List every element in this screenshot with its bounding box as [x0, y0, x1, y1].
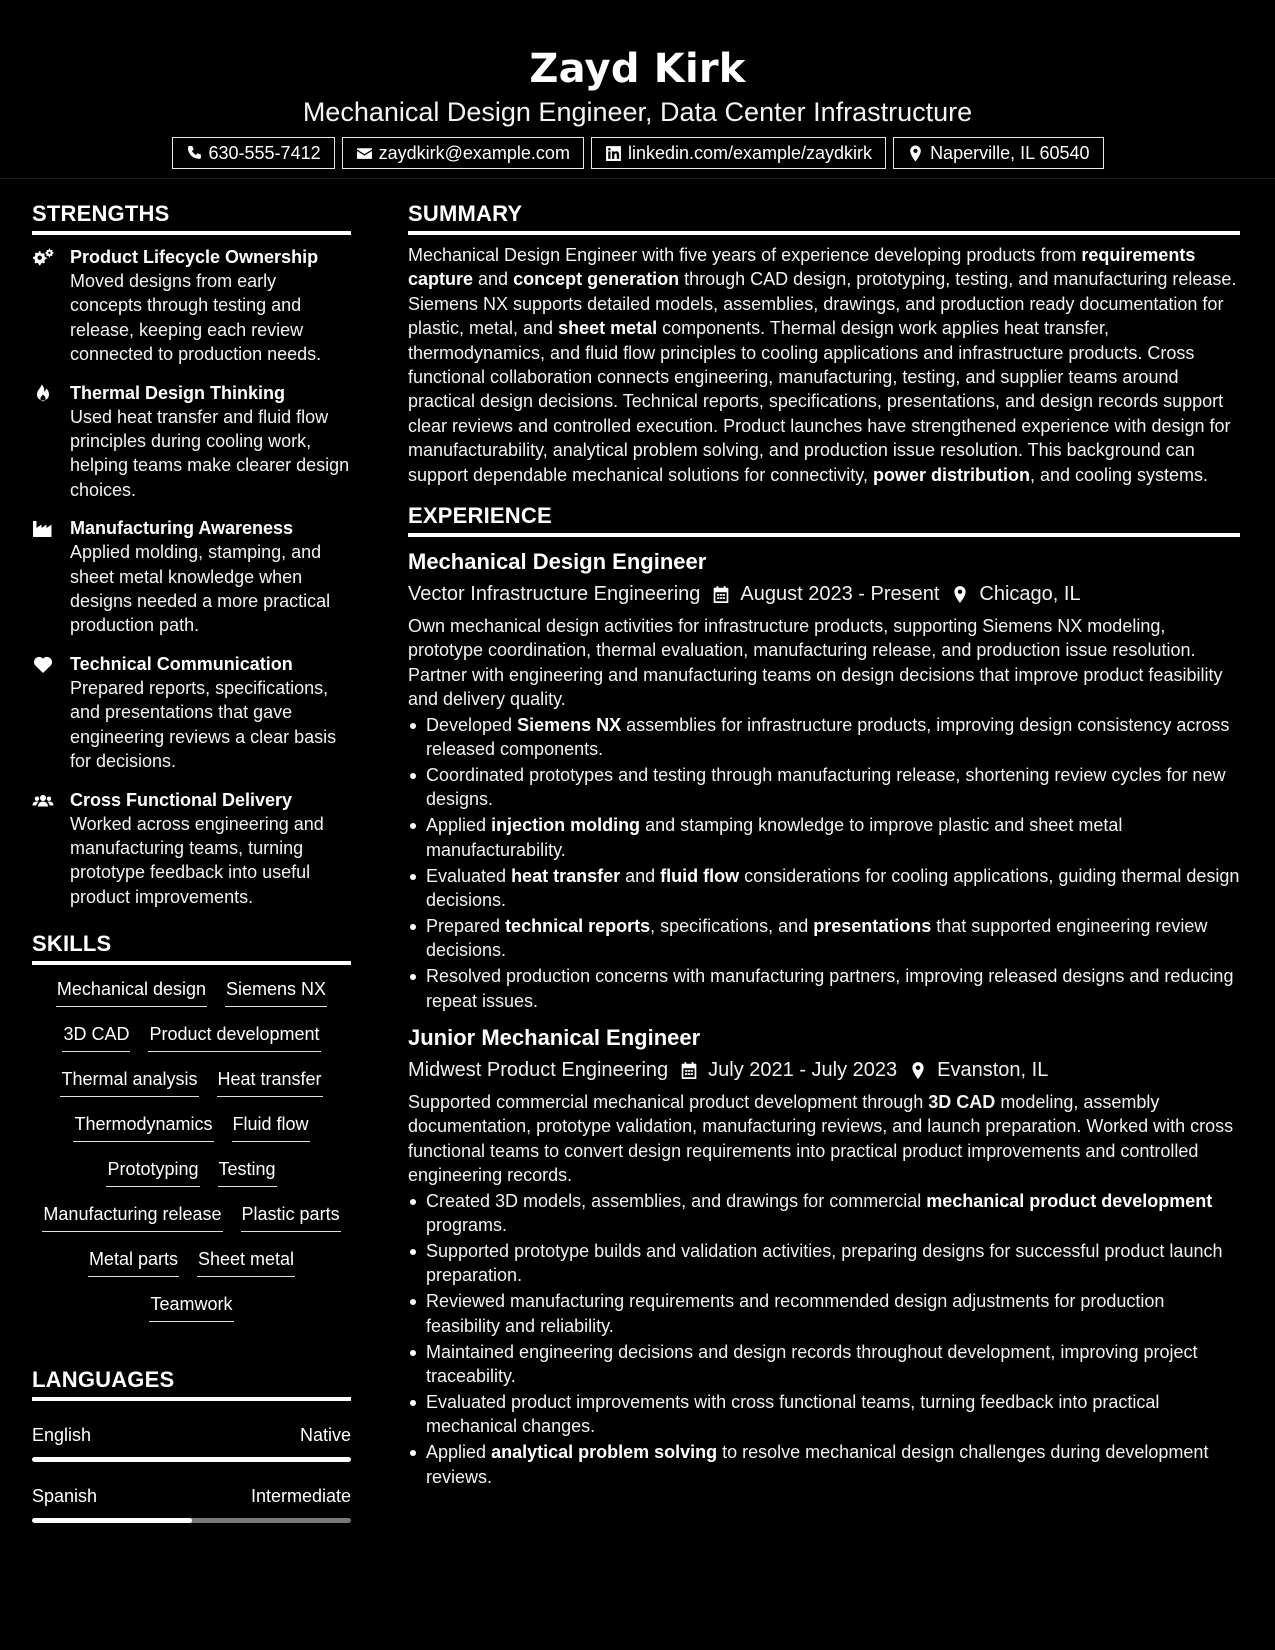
bullet-item: Evaluated heat transfer and fluid flow considerations for cooling applications, guiding thermal design decisions. — [408, 864, 1240, 913]
skill-tag: Metal parts — [88, 1247, 179, 1277]
bullet-item: Supported prototype builds and validation activities, preparing designs for successful product launch preparation. — [408, 1239, 1240, 1288]
candidate-name: Zayd Kirk — [529, 46, 746, 92]
job-location: Chicago, IL — [979, 583, 1081, 606]
company-name: Midwest Product Engineering — [408, 1059, 669, 1082]
job-dates: July 2021 - July 2023 — [708, 1059, 898, 1082]
languages-heading: LANGUAGES — [32, 1365, 351, 1401]
bullet-item: Maintained engineering decisions and design records throughout development, improving project traceability. — [408, 1340, 1240, 1389]
skill-tag: Sheet metal — [197, 1247, 295, 1277]
gears-icon — [32, 248, 54, 268]
strength-title: Thermal Design Thinking — [70, 382, 286, 403]
skill-tag: Prototyping — [106, 1157, 199, 1187]
headline: Mechanical Design Engineer, Data Center Infrastructure — [302, 97, 973, 127]
strength-item — [32, 788, 351, 910]
strength-title: Product Lifecycle Ownership — [70, 247, 319, 267]
contact-email-text: zaydkirk@example.com — [378, 142, 570, 163]
language-item — [32, 1484, 351, 1523]
calendar-icon — [680, 1061, 698, 1080]
skills-list — [32, 965, 351, 1337]
strength-desc: Applied molding, stamping, and sheet metal knowledge when designs needed a more practical production path. — [70, 542, 331, 636]
job-bullets — [408, 1189, 1240, 1489]
skills-heading: SKILLS — [32, 929, 351, 965]
users-icon — [32, 791, 54, 811]
company-name: Vector Infrastructure Engineering — [408, 583, 701, 606]
contact-bar — [0, 137, 1275, 169]
language-item — [32, 1423, 351, 1462]
strength-title: Manufacturing Awareness — [70, 518, 294, 539]
job-bullets — [408, 713, 1240, 1013]
bullet-item: Applied analytical problem solving to resolve mechanical design challenges during development reviews. — [408, 1440, 1240, 1489]
flame-icon — [32, 384, 54, 404]
bullet-item: Applied injection molding and stamping knowledge to improve plastic and sheet metal manufacturability. — [408, 813, 1240, 862]
bullet-item: Prepared technical reports, specifications, and presentations that supported engineering review decisions. — [408, 914, 1240, 963]
strengths-list — [32, 245, 351, 909]
bullet-item: Evaluated product improvements with cross functional teams, turning feedback into practical mechanical changes. — [408, 1390, 1240, 1439]
contact-location[interactable] — [893, 137, 1103, 169]
strength-desc: Moved designs from early concepts through testing and release, keeping each review connected to production needs. — [70, 271, 322, 365]
language-level: Intermediate — [250, 1486, 351, 1507]
job-meta — [408, 1054, 1240, 1086]
job-title: Mechanical Design Engineer — [408, 549, 707, 575]
bullet-item: Resolved production concerns with manufacturing partners, improving released designs and reducing repeat issues. — [408, 964, 1240, 1013]
right-column — [408, 199, 1240, 1491]
envelope-icon — [356, 145, 373, 162]
strength-title: Cross Functional Delivery — [70, 789, 293, 810]
summary-heading: SUMMARY — [408, 199, 1240, 235]
skill-tag: Heat transfer — [217, 1067, 323, 1097]
contact-location-text: Naperville, IL 60540 — [930, 142, 1090, 163]
location-pin-icon — [951, 585, 969, 604]
skill-tag: Testing — [218, 1157, 277, 1187]
bullet-item: Developed Siemens NX assemblies for infrastructure products, improving design consistency across released components. — [408, 713, 1240, 762]
job-meta — [408, 578, 1240, 610]
bullet-item: Coordinated prototypes and testing through manufacturing release, shortening review cycles for new designs. — [408, 763, 1240, 812]
experience-heading: EXPERIENCE — [408, 501, 1240, 537]
linkedin-icon — [605, 145, 622, 162]
location-pin-icon — [909, 1061, 927, 1080]
strength-item — [32, 516, 351, 638]
heart-icon — [32, 655, 54, 675]
job-dates: August 2023 - Present — [740, 583, 940, 606]
job-location: Evanston, IL — [937, 1059, 1049, 1082]
summary-text: Mechanical Design Engineer with five years of experience developing products from requirements capture and concept generation through CAD design, prototyping, testing, and manufacturing release. Siemens NX supports detailed models, assemblies, drawings, and production ready documentation for plastic, metal, and sheet metal components. Thermal design work applies heat transfer, thermodynamics, and fluid flow principles to cooling applications and infrastructure products. Cross functional collaboration connects engineering, manufacturing, testing, and supplier teams around practical design decisions. Technical reports, specifications, presentations, and design records support clear reviews and controlled execution. Product launches have strengthened experience with design for manufacturability, analytical problem solving, and production issue resolution. This background can support dependable mechanical solutions for connectivity, power distribution, and cooling systems. — [408, 245, 1237, 485]
strength-item — [32, 652, 351, 774]
strength-item — [32, 245, 351, 367]
resume-header — [0, 0, 1275, 179]
skill-tag: Manufacturing release — [42, 1202, 222, 1232]
strengths-heading: STRENGTHS — [32, 199, 351, 235]
skill-tag: 3D CAD — [62, 1022, 130, 1052]
bullet-item: Created 3D models, assemblies, and drawings for commercial mechanical product development programs. — [408, 1189, 1240, 1238]
language-proficiency-bar — [32, 1457, 351, 1462]
skill-tag: Siemens NX — [225, 977, 327, 1007]
skill-tag: Fluid flow — [232, 1112, 310, 1142]
contact-phone-text: 630-555-7412 — [208, 142, 321, 163]
job-entry — [408, 1023, 1240, 1489]
strength-desc: Worked across engineering and manufacturing teams, turning prototype feedback into useful product improvements. — [70, 813, 324, 907]
calendar-icon — [712, 585, 730, 604]
job-description: Supported commercial mechanical product development through 3D CAD modeling, assembly documentation, prototype validation, manufacturing reviews, and launch preparation. Worked with cross functional teams to convert design requirements into practical product improvements and controlled engineering records. — [408, 1092, 1234, 1186]
skill-tag: Mechanical design — [56, 977, 207, 1007]
contact-phone[interactable] — [172, 137, 335, 169]
bullet-item: Reviewed manufacturing requirements and recommended design adjustments for production feasibility and reliability. — [408, 1289, 1240, 1338]
strength-desc: Prepared reports, specifications, and presentations that gave engineering reviews a clear basis for decisions. — [70, 677, 337, 772]
language-level: Native — [299, 1425, 351, 1446]
skill-tag: Teamwork — [149, 1292, 233, 1322]
strength-desc: Used heat transfer and fluid flow principles during cooling work, helping teams make clearer design choices. — [70, 406, 350, 500]
contact-linkedin-text: linkedin.com/example/zaydkirk — [627, 142, 873, 163]
job-entry — [408, 547, 1240, 1013]
left-column — [32, 199, 351, 1523]
skill-tag: Plastic parts — [241, 1202, 341, 1232]
language-name: English — [32, 1425, 92, 1446]
skill-tag: Thermodynamics — [73, 1112, 213, 1142]
industry-icon — [32, 519, 54, 539]
strength-item — [32, 381, 351, 503]
job-title: Junior Mechanical Engineer — [408, 1025, 701, 1051]
contact-linkedin[interactable] — [591, 137, 886, 169]
strength-title: Technical Communication — [70, 653, 293, 674]
language-proficiency-bar — [32, 1518, 351, 1523]
job-description: Own mechanical design activities for infrastructure products, supporting Siemens NX modeling, prototype coordination, thermal evaluation, manufacturing release, and production issue resolution. Partner with engineering and manufacturing teams on design decisions that improve product feasibility and delivery quality. — [408, 616, 1223, 710]
contact-email[interactable] — [342, 137, 584, 169]
skill-tag: Product development — [148, 1022, 320, 1052]
language-name: Spanish — [32, 1486, 98, 1507]
skill-tag: Thermal analysis — [60, 1067, 198, 1097]
phone-icon — [186, 145, 203, 162]
location-pin-icon — [907, 145, 924, 162]
